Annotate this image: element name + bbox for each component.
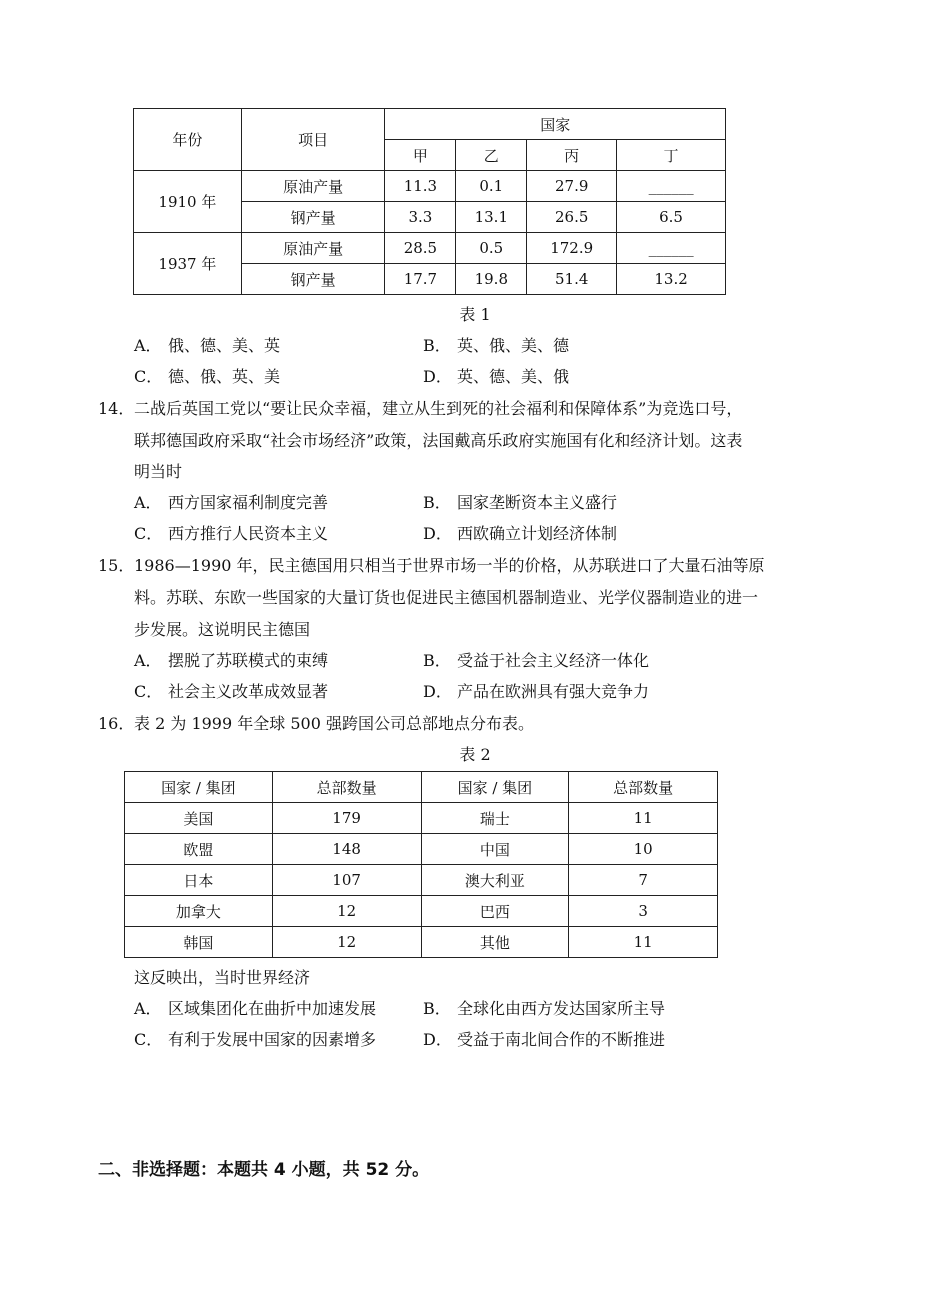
q13-option-a[interactable] — [134, 336, 280, 356]
option-text: 区域集团化在曲折中加速发展 — [168, 999, 377, 1018]
option-letter: D． — [423, 1030, 452, 1049]
q14-stem-line1 — [98, 399, 742, 419]
q15-stem-line2: 料。苏联、东欧一些国家的大量订货也促进民主德国机器制造业、光学仪器制造业的进一 — [134, 588, 759, 607]
q14-option-d[interactable] — [423, 524, 617, 544]
option-letter: B． — [423, 336, 451, 355]
table2-header: 国家 / 集团 — [125, 772, 273, 803]
q16-after-text: 这反映出，当时世界经济 — [134, 968, 311, 987]
table1-cell: 原油产量 — [241, 171, 385, 202]
option-text: 受益于南北间合作的不断推进 — [457, 1030, 666, 1049]
table-row — [125, 927, 718, 958]
question-number: 15． — [98, 556, 135, 575]
table1-country-yi: 乙 — [456, 140, 527, 171]
table1-cell: 钢产量 — [241, 202, 385, 233]
q15-option-d[interactable] — [423, 682, 649, 702]
q15-option-b[interactable] — [423, 651, 649, 671]
option-text: 西方国家福利制度完善 — [168, 493, 329, 512]
table2-cell: 加拿大 — [125, 896, 273, 927]
table2-cell: 11 — [569, 803, 718, 834]
table1-cell: 13.2 — [617, 264, 726, 295]
option-letter: D． — [423, 682, 452, 701]
option-letter: C． — [134, 524, 163, 543]
option-text: 受益于社会主义经济一体化 — [457, 651, 650, 670]
table1-cell: 3.3 — [385, 202, 456, 233]
q15-option-c[interactable] — [134, 682, 328, 702]
option-text: 社会主义改革成效显著 — [168, 682, 329, 701]
table2-cell: 美国 — [125, 803, 273, 834]
table-2 — [124, 771, 718, 958]
table1-cell: 27.9 — [527, 171, 617, 202]
q14-stem-line2: 联邦德国政府采取“社会市场经济”政策，法国戴高乐政府实施国有化和经济计划。这表 — [134, 431, 743, 450]
table1-cell: 13.1 — [456, 202, 527, 233]
q13-option-b[interactable] — [423, 336, 569, 356]
table1-cell: 26.5 — [527, 202, 617, 233]
q16-option-a[interactable] — [134, 999, 376, 1019]
table1-cell: ______ — [617, 233, 726, 264]
option-text: 产品在欧洲具有强大竞争力 — [457, 682, 650, 701]
table1-cell: 6.5 — [617, 202, 726, 233]
q14-option-a[interactable] — [134, 493, 328, 513]
table2-cell: 中国 — [421, 834, 569, 865]
option-text: 有利于发展中国家的因素增多 — [168, 1030, 377, 1049]
option-letter: A． — [134, 493, 162, 512]
option-letter: B． — [423, 493, 451, 512]
table1-caption: 表 1 — [459, 305, 491, 324]
table-row — [125, 834, 718, 865]
table2-cell: 107 — [272, 865, 421, 896]
table2-cell: 日本 — [125, 865, 273, 896]
table-row — [134, 233, 726, 264]
question-text: 二战后英国工党以“要让民众幸福，建立从生到死的社会福利和保障体系”为竞选口号， — [134, 399, 743, 418]
table2-caption: 表 2 — [459, 745, 491, 764]
table2-cell: 欧盟 — [125, 834, 273, 865]
option-text: 英、俄、美、德 — [457, 336, 570, 355]
table2-header: 总部数量 — [569, 772, 718, 803]
table2-header: 国家 / 集团 — [421, 772, 569, 803]
q15-stem-line3: 步发展。这说明民主德国 — [134, 620, 311, 639]
table1-cell: 原油产量 — [241, 233, 385, 264]
table-row — [125, 896, 718, 927]
table1-cell: 51.4 — [527, 264, 617, 295]
table2-header: 总部数量 — [272, 772, 421, 803]
q14-option-b[interactable] — [423, 493, 617, 513]
option-letter: D． — [423, 524, 452, 543]
q16-stem-line1 — [98, 714, 534, 734]
q14-stem-line3: 明当时 — [134, 462, 183, 481]
table1-year-1910: 1910 年 — [134, 171, 242, 233]
q16-option-d[interactable] — [423, 1030, 665, 1050]
table2-cell: 其他 — [421, 927, 569, 958]
table1-cell: ______ — [617, 171, 726, 202]
table2-cell: 12 — [272, 896, 421, 927]
option-text: 英、德、美、俄 — [457, 367, 570, 386]
option-letter: C． — [134, 1030, 163, 1049]
option-letter: D． — [423, 367, 452, 386]
option-text: 全球化由西方发达国家所主导 — [457, 999, 666, 1018]
table1-cell: 0.5 — [456, 233, 527, 264]
option-text: 摆脱了苏联模式的束缚 — [168, 651, 329, 670]
table1-header-item: 项目 — [241, 109, 385, 171]
question-number: 16． — [98, 714, 135, 733]
option-letter: C． — [134, 367, 163, 386]
table1-cell: 钢产量 — [241, 264, 385, 295]
q13-option-d[interactable] — [423, 367, 569, 387]
table2-cell: 12 — [272, 927, 421, 958]
table1-cell: 11.3 — [385, 171, 456, 202]
table1-cell: 19.8 — [456, 264, 527, 295]
question-number: 14． — [98, 399, 135, 418]
table2-cell: 巴西 — [421, 896, 569, 927]
table1-country-bing: 丙 — [527, 140, 617, 171]
q13-option-c[interactable] — [134, 367, 280, 387]
q14-option-c[interactable] — [134, 524, 328, 544]
table2-cell: 148 — [272, 834, 421, 865]
section-heading: 二、非选择题：本题共 4 小题，共 52 分。 — [98, 1160, 430, 1180]
table2-cell: 11 — [569, 927, 718, 958]
table1-header-year: 年份 — [134, 109, 242, 171]
option-letter: B． — [423, 999, 451, 1018]
table1-year-1937: 1937 年 — [134, 233, 242, 295]
table1-country-ding: 丁 — [617, 140, 726, 171]
q16-option-c[interactable] — [134, 1030, 376, 1050]
table1-cell: 28.5 — [385, 233, 456, 264]
table2-cell: 瑞士 — [421, 803, 569, 834]
table2-cell: 179 — [272, 803, 421, 834]
option-letter: B． — [423, 651, 451, 670]
table1-country-jia: 甲 — [385, 140, 456, 171]
table1-cell: 0.1 — [456, 171, 527, 202]
table2-cell: 10 — [569, 834, 718, 865]
table1-cell: 172.9 — [527, 233, 617, 264]
table2-cell: 7 — [569, 865, 718, 896]
table-row — [125, 803, 718, 834]
q15-option-a[interactable] — [134, 651, 328, 671]
option-letter: C． — [134, 682, 163, 701]
table-row — [125, 865, 718, 896]
table1-cell: 17.7 — [385, 264, 456, 295]
option-letter: A． — [134, 999, 162, 1018]
option-letter: A． — [134, 336, 162, 355]
option-text: 西方推行人民资本主义 — [168, 524, 329, 543]
q15-stem-line1 — [98, 556, 765, 576]
option-text: 俄、德、美、英 — [168, 336, 281, 355]
table2-cell: 3 — [569, 896, 718, 927]
table-1 — [133, 108, 726, 295]
table1-header-country: 国家 — [385, 109, 726, 140]
table-row — [134, 171, 726, 202]
question-text: 表 2 为 1999 年全球 500 强跨国公司总部地点分布表。 — [134, 714, 534, 733]
table2-cell: 韩国 — [125, 927, 273, 958]
option-text: 西欧确立计划经济体制 — [457, 524, 618, 543]
option-text: 德、俄、英、美 — [168, 367, 281, 386]
table2-cell: 澳大利亚 — [421, 865, 569, 896]
question-text: 1986—1990 年，民主德国用只相当于世界市场一半的价格，从苏联进口了大量石油等原 — [134, 556, 765, 575]
option-text: 国家垄断资本主义盛行 — [457, 493, 618, 512]
q16-option-b[interactable] — [423, 999, 665, 1019]
option-letter: A． — [134, 651, 162, 670]
